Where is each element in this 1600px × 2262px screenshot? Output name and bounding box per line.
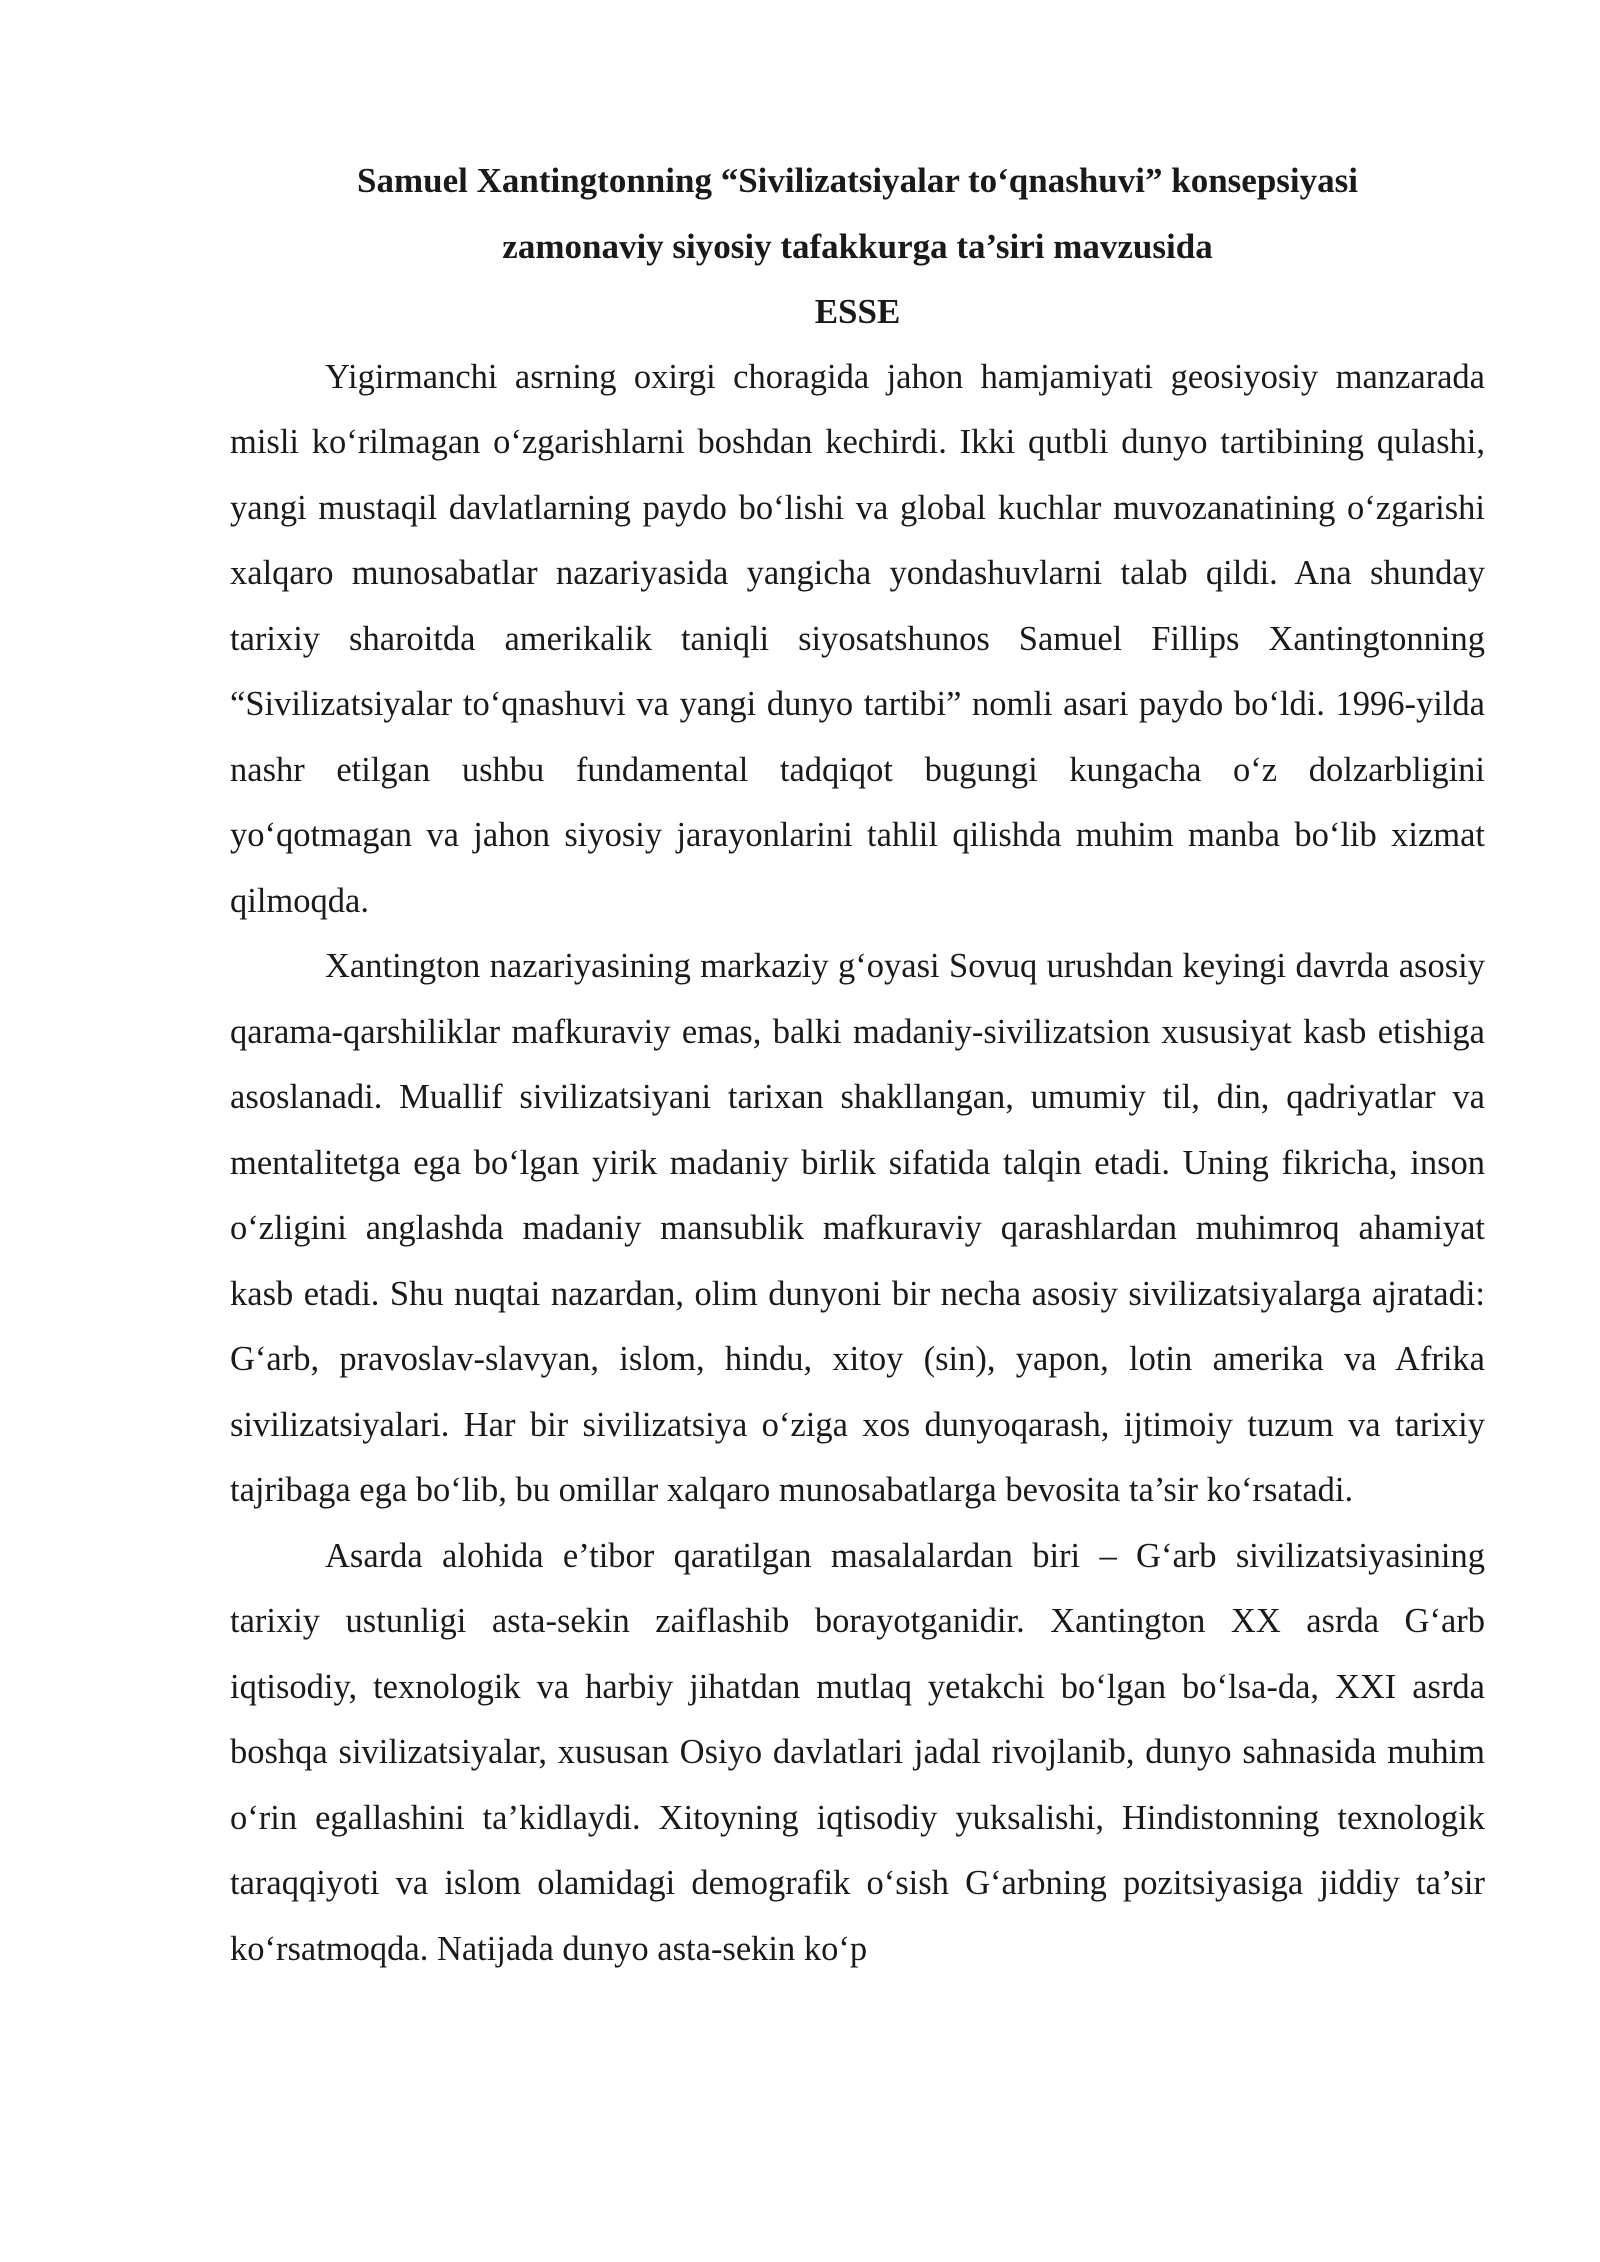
essay-genre-heading: ESSE [814,292,901,331]
document-body [230,148,1485,1982]
essay-title-line-1: Samuel Xantingtonning “Sivilizatsiyalar to‘qnashuvi” konsepsiyasi [357,161,1358,200]
paragraph-3: Asarda alohida e’tibor qaratilgan masalalardan biri – G‘arb sivilizatsiyasining tarixiy ustunligi asta-sekin zaiflashib borayotganidir. Xantington XX asrda G‘arb iqtisodiy, texnologik va harbiy jihatdan mutlaq yetakchi bo‘lgan bo‘lsa-da, XXI asrda boshqa sivilizatsiyalar, xususan Osiyo davlatlari jadal rivojlanib, dunyo sahnasida muhim o‘rin egallashini ta’kidlaydi. Xitoyning iqtisodiy yuksalishi, Hindistonning texnologik taraqqiyoti va islom olamidagi demografik o‘sish G‘arbning pozitsiyasiga jiddiy ta’sir ko‘rsatmoqda. Natijada dunyo asta-sekin ko‘p [230,1536,1485,1968]
essay-title-line-2: zamonaviy siyosiy tafakkurga ta’siri mavzusida [502,226,1213,266]
paragraph-1: Yigirmanchi asrning oxirgi choragida jahon hamjamiyati geosiyosiy manzarada misli ko‘rilmagan o‘zgarishlarni boshdan kechirdi. Ikki qutbli dunyo tartibining qulashi, yangi mustaqil davlatlarning paydo bo‘lishi va global kuchlar muvozanatining o‘zgarishi xalqaro munosabatlar nazariyasida yangicha yondashuvlarni talab qildi. Ana shunday tarixiy sharoitda amerikalik taniqli siyosatshunos Samuel Fillips Xantingtonning “Sivilizatsiyalar to‘qnashuvi va yangi dunyo tartibi” nomli asari paydo bo‘ldi. 1996-yilda nashr etilgan ushbu fundamental tadqiqot bugungi kungacha o‘z dolzarbligini yo‘qotmagan va jahon siyosiy jarayonlarini tahlil qilishda muhim manba bo‘lib xizmat qilmoqda. [230,357,1485,920]
paragraph-2: Xantington nazariyasining markaziy g‘oyasi Sovuq urushdan keyingi davrda asosiy qarama-qarshiliklar mafkuraviy emas, balki madaniy-sivilizatsion xususiyat kasb etishiga asoslanadi. Muallif sivilizatsiyani tarixan shakllangan, umumiy til, din, qadriyatlar va mentalitetga ega bo‘lgan yirik madaniy birlik sifatida talqin etadi. Uning fikricha, inson o‘zligini anglashda madaniy mansublik mafkuraviy qarashlardan muhimroq ahamiyat kasb etadi. Shu nuqtai nazardan, olim dunyoni bir necha asosiy sivilizatsiyalarga ajratadi: G‘arb, pravoslav-slavyan, islom, hindu, xitoy (sin), yapon, lotin amerika va Afrika sivilizatsiyalari. Har bir sivilizatsiya o‘ziga xos dunyoqarash, ijtimoiy tuzum va tarixiy tajribaga ega bo‘lib, bu omillar xalqaro munosabatlarga bevosita ta’sir ko‘rsatadi. [230,947,1485,1509]
